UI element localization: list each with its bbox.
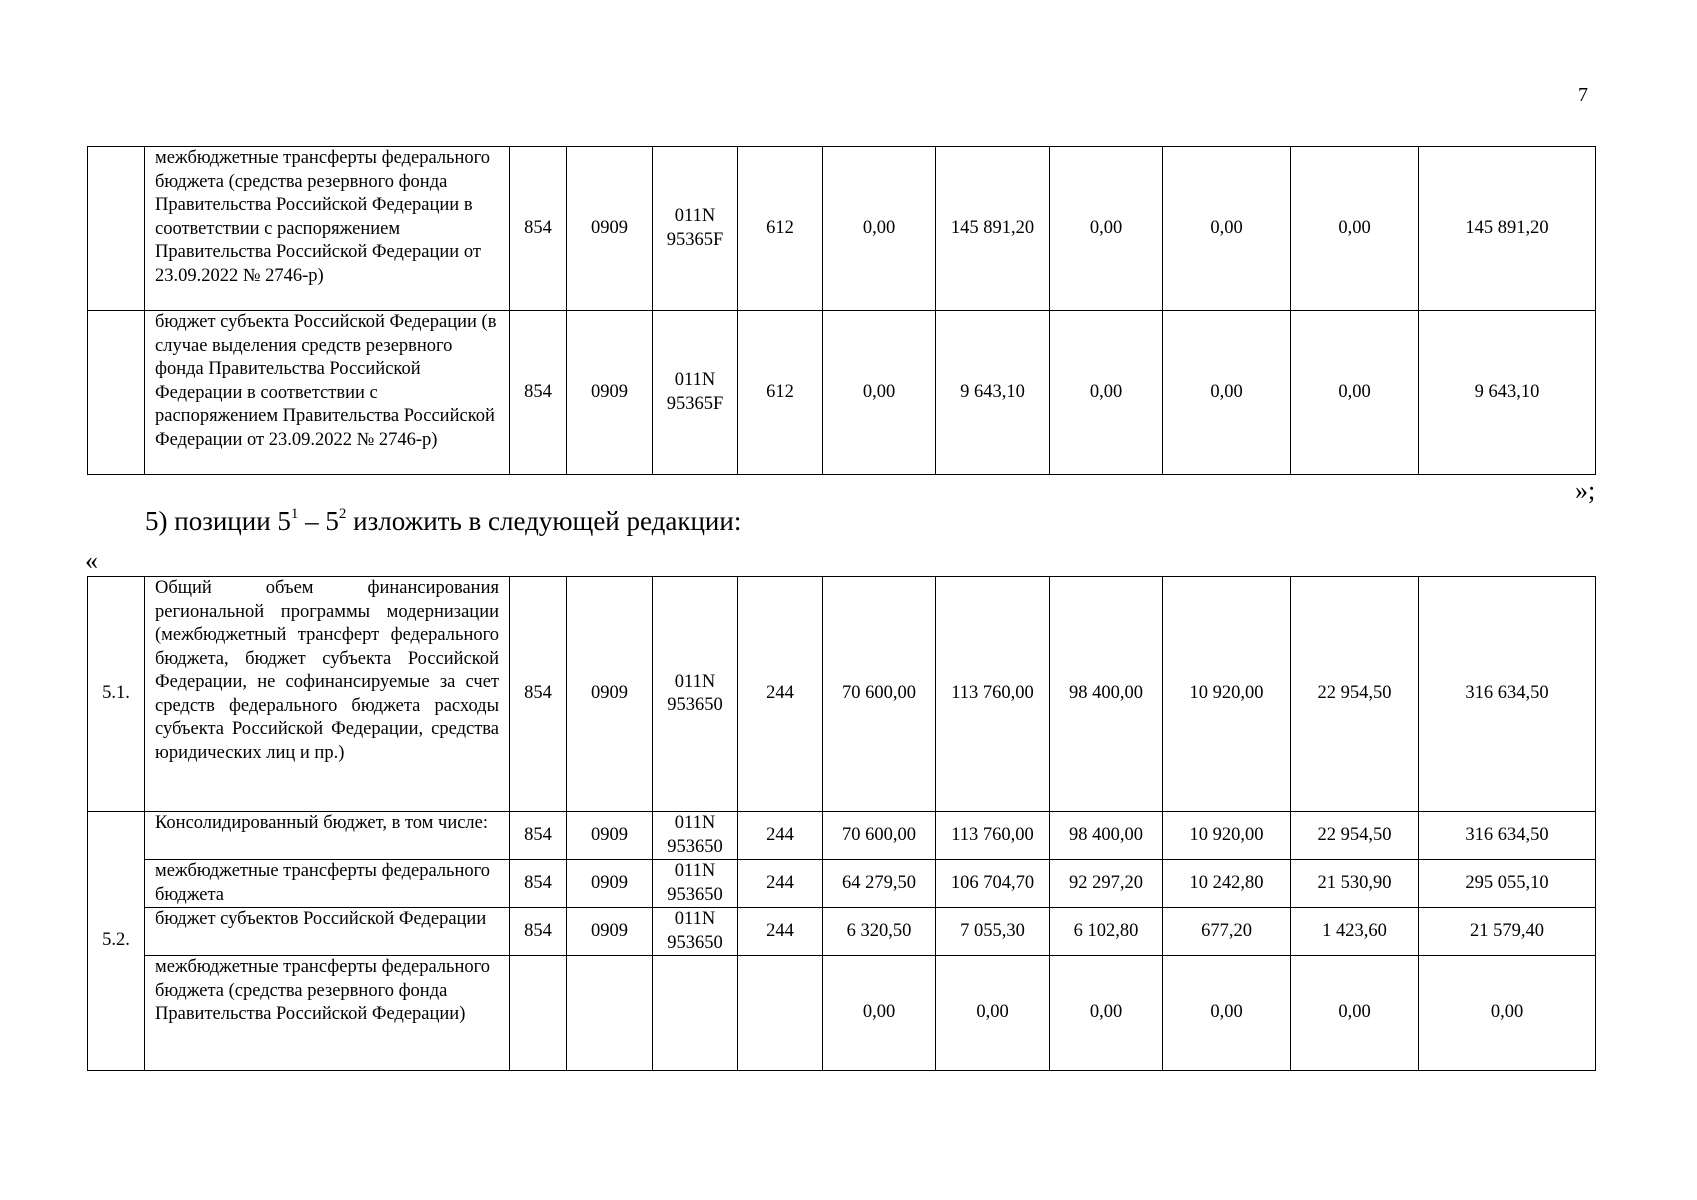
table-row	[88, 908, 1596, 956]
section-code: 0909	[567, 147, 653, 311]
value-cell: 70 600,00	[823, 577, 936, 812]
value-cell: 0,00	[823, 956, 936, 1071]
grbs-code	[510, 956, 567, 1071]
expense-type-code: 612	[738, 311, 823, 475]
value-cell: 113 760,00	[936, 812, 1050, 860]
value-cell: 22 954,50	[1291, 812, 1419, 860]
value-cell: 70 600,00	[823, 812, 936, 860]
section-code: 0909	[567, 860, 653, 908]
value-cell: 22 954,50	[1291, 577, 1419, 812]
value-cell: 98 400,00	[1050, 812, 1163, 860]
total-cell: 295 055,10	[1419, 860, 1596, 908]
grbs-code: 854	[510, 860, 567, 908]
row-name: бюджет субъекта Российской Федерации (в случае выделения средств резервного фонда Правительства Российской Федерации в соответствии с распоряжением Правительства Российской Федерации от 23.09.2022 № 2746-р)	[145, 311, 510, 475]
target-article-code	[653, 956, 738, 1071]
value-cell: 21 530,90	[1291, 860, 1419, 908]
section-code: 0909	[567, 812, 653, 860]
budget-table-continuation	[87, 146, 1596, 475]
value-cell: 0,00	[1291, 311, 1419, 475]
target-article-code: 011N 95365F	[653, 147, 738, 311]
grbs-code: 854	[510, 577, 567, 812]
page-number: 7	[1578, 84, 1588, 106]
value-cell: 0,00	[823, 311, 936, 475]
target-article-code: 011N 953650	[653, 908, 738, 956]
value-cell: 106 704,70	[936, 860, 1050, 908]
total-cell: 316 634,50	[1419, 577, 1596, 812]
row-name: бюджет субъектов Российской Федерации	[145, 908, 510, 956]
value-cell: 0,00	[1291, 956, 1419, 1071]
grbs-code: 854	[510, 147, 567, 311]
value-cell: 10 920,00	[1163, 577, 1291, 812]
amendment-instruction: 5) позиции $5^1 - 5^2$ изложить в следующей редакции:	[145, 506, 742, 536]
section-code: 0909	[567, 311, 653, 475]
value-cell: 7 055,30	[936, 908, 1050, 956]
row-name: межбюджетные трансферты федерального бюджета (средства резервного фонда Правительства Российской Федерации в соответствии с распоряжением Правительства Российской Федерации от 23.09.2022 № 2746-р)	[145, 147, 510, 311]
expense-type-code: 612	[738, 147, 823, 311]
total-cell: 316 634,50	[1419, 812, 1596, 860]
value-cell: 10 242,80	[1163, 860, 1291, 908]
value-cell: 0,00	[1163, 956, 1291, 1071]
value-cell: 0,00	[1291, 147, 1419, 311]
total-cell: 9 643,10	[1419, 311, 1596, 475]
section-code: 0909	[567, 908, 653, 956]
table-row	[88, 860, 1596, 908]
opening-quote: «	[85, 546, 98, 575]
value-cell: 677,20	[1163, 908, 1291, 956]
value-cell: 9 643,10	[936, 311, 1050, 475]
expense-type-code: 244	[738, 812, 823, 860]
value-cell: 113 760,00	[936, 577, 1050, 812]
value-cell: 0,00	[1163, 147, 1291, 311]
value-cell: 0,00	[936, 956, 1050, 1071]
row-name: Консолидированный бюджет, в том числе:	[145, 812, 510, 860]
budget-table-new-edition	[87, 576, 1596, 1071]
row-name: межбюджетные трансферты федерального бюджета	[145, 860, 510, 908]
grbs-code: 854	[510, 812, 567, 860]
value-cell: 0,00	[1050, 147, 1163, 311]
grbs-code: 854	[510, 908, 567, 956]
row-number: 5.2.	[88, 812, 145, 1071]
table-row	[88, 956, 1596, 1071]
target-article-code: 011N 953650	[653, 577, 738, 812]
table-row	[88, 812, 1596, 860]
expense-type-code	[738, 956, 823, 1071]
value-cell: 0,00	[1163, 311, 1291, 475]
table-row	[88, 311, 1596, 475]
expense-type-code: 244	[738, 577, 823, 812]
target-article-code: 011N 953650	[653, 860, 738, 908]
value-cell: 1 423,60	[1291, 908, 1419, 956]
row-name: Общий объем финансирования региональной программы модернизации (межбюджетный трансферт федерального бюджета, бюджет субъекта Российской Федерации, не софинансируемые за счет средств федерального бюджета расходы субъекта Российской Федерации, средства юридических лиц и пр.)	[145, 577, 510, 812]
expense-type-code: 244	[738, 908, 823, 956]
table-row	[88, 577, 1596, 812]
value-cell: 98 400,00	[1050, 577, 1163, 812]
value-cell: 0,00	[1050, 956, 1163, 1071]
target-article-code: 011N 95365F	[653, 311, 738, 475]
value-cell: 0,00	[1050, 311, 1163, 475]
expense-type-code: 244	[738, 860, 823, 908]
section-code: 0909	[567, 577, 653, 812]
value-cell: 6 102,80	[1050, 908, 1163, 956]
value-cell: 145 891,20	[936, 147, 1050, 311]
total-cell: 0,00	[1419, 956, 1596, 1071]
total-cell: 21 579,40	[1419, 908, 1596, 956]
section-code	[567, 956, 653, 1071]
value-cell: 64 279,50	[823, 860, 936, 908]
value-cell: 92 297,20	[1050, 860, 1163, 908]
table-row	[88, 147, 1596, 311]
total-cell: 145 891,20	[1419, 147, 1596, 311]
value-cell: 0,00	[823, 147, 936, 311]
value-cell: 10 920,00	[1163, 812, 1291, 860]
grbs-code: 854	[510, 311, 567, 475]
row-number	[88, 147, 145, 311]
closing-quote: »;	[1575, 476, 1596, 505]
row-number	[88, 311, 145, 475]
value-cell: 6 320,50	[823, 908, 936, 956]
row-number: 5.1.	[88, 577, 145, 812]
target-article-code: 011N 953650	[653, 812, 738, 860]
row-name: межбюджетные трансферты федерального бюджета (средства резервного фонда Правительства Российской Федерации)	[145, 956, 510, 1071]
